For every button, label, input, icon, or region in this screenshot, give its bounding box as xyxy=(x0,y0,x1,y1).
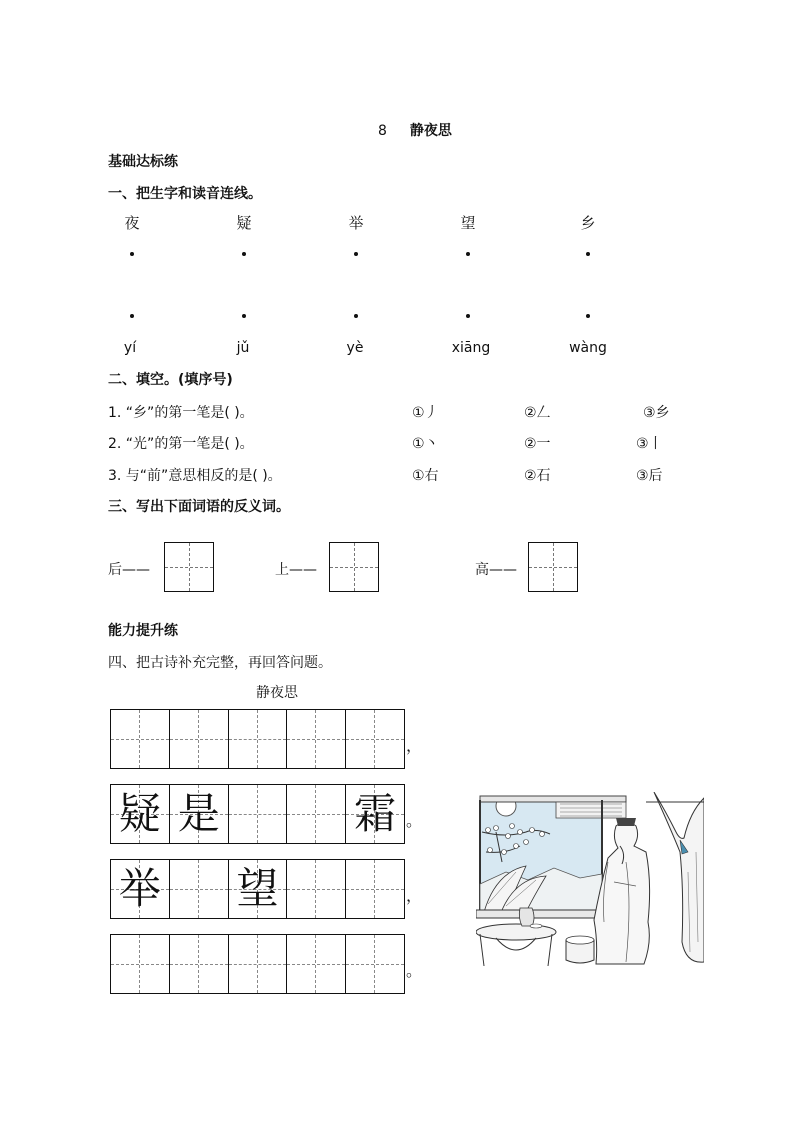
connect-dot[interactable] xyxy=(242,314,246,318)
poem-cell[interactable] xyxy=(170,860,229,918)
writing-box[interactable] xyxy=(528,542,578,592)
page-title xyxy=(378,120,452,140)
q2-option[interactable]: ②一 xyxy=(524,436,551,452)
q2-stem: 1. “乡”的第一笔是( )。 xyxy=(108,405,254,421)
poem-punct: ， xyxy=(406,736,423,755)
q2-option[interactable]: ③乡 xyxy=(643,405,670,421)
poet-at-window-illustration xyxy=(476,792,704,968)
poem-given-char: 举 xyxy=(118,864,161,913)
poem-cell[interactable] xyxy=(229,710,288,768)
poem-cell[interactable] xyxy=(229,935,288,993)
poem-row xyxy=(110,709,405,769)
poem-punct: 。 xyxy=(406,961,423,980)
writing-box[interactable] xyxy=(329,542,379,592)
pinyin-wang: wàng xyxy=(569,340,607,356)
connect-dot[interactable] xyxy=(354,314,358,318)
char-ju: 举 xyxy=(348,214,364,232)
poem-given-char: 望 xyxy=(236,864,279,913)
poem-given-char: 疑 xyxy=(118,789,161,838)
antonym-label-hou: 后—— xyxy=(108,562,150,578)
section-advanced-heading: 能力提升练 xyxy=(108,623,178,639)
char-ye: 夜 xyxy=(124,214,140,232)
q1-heading: 一、把生字和读音连线。 xyxy=(108,186,262,202)
antonym-label-shang: 上—— xyxy=(275,562,317,578)
pinyin-yi: yí xyxy=(123,340,137,356)
poem-cell[interactable] xyxy=(229,785,288,843)
connect-dot[interactable] xyxy=(466,314,470,318)
connect-dot[interactable] xyxy=(586,314,590,318)
poem-cell xyxy=(170,785,229,843)
char-xiang: 乡 xyxy=(580,214,596,232)
char-yi: 疑 xyxy=(236,214,252,232)
writing-box[interactable] xyxy=(164,542,214,592)
connect-dot[interactable] xyxy=(586,252,590,256)
poem-cell xyxy=(111,860,170,918)
poem-punct: 。 xyxy=(406,811,423,830)
poem-cell[interactable] xyxy=(111,710,170,768)
lesson-number: 8 xyxy=(378,123,387,139)
q4-heading: 四、把古诗补充完整，再回答问题。 xyxy=(108,655,332,671)
connect-dot[interactable] xyxy=(130,252,134,256)
connect-dot[interactable] xyxy=(130,314,134,318)
poem-cell[interactable] xyxy=(170,935,229,993)
q2-heading: 二、填空。(填序号) xyxy=(108,372,233,388)
poem-row xyxy=(110,934,405,994)
poem-cell[interactable] xyxy=(346,710,404,768)
poem-cell xyxy=(229,860,288,918)
poem-given-char: 是 xyxy=(177,789,220,838)
connect-dot[interactable] xyxy=(354,252,358,256)
q2-option[interactable]: ①丿 xyxy=(412,405,439,421)
poem-cell[interactable] xyxy=(287,860,346,918)
q2-option[interactable]: ③丨 xyxy=(636,436,663,452)
pinyin-xiang: xiāng xyxy=(451,340,491,356)
poem-row xyxy=(110,859,405,919)
connect-dot[interactable] xyxy=(466,252,470,256)
q2-option[interactable]: ②𠃋 xyxy=(524,405,551,421)
q2-stem: 3. 与“前”意思相反的是( )。 xyxy=(108,468,282,484)
poem-given-char: 霜 xyxy=(354,789,397,838)
lesson-title: 静夜思 xyxy=(409,123,452,139)
char-wang: 望 xyxy=(460,214,476,232)
poem-cell[interactable] xyxy=(346,860,404,918)
pinyin-ye: yè xyxy=(346,340,364,356)
poem-punct: ， xyxy=(406,886,423,905)
poem-cell xyxy=(346,785,404,843)
poem-cell[interactable] xyxy=(287,935,346,993)
section-basic-heading: 基础达标练 xyxy=(108,154,178,170)
poem-cell[interactable] xyxy=(287,785,346,843)
q2-option[interactable]: ②石 xyxy=(524,468,551,484)
poem-title: 静夜思 xyxy=(256,685,298,701)
connect-dot[interactable] xyxy=(242,252,246,256)
q2-option[interactable]: ③后 xyxy=(636,468,663,484)
poem-cell[interactable] xyxy=(170,710,229,768)
q3-heading: 三、写出下面词语的反义词。 xyxy=(108,499,290,515)
poem-cell[interactable] xyxy=(287,710,346,768)
q2-stem: 2. “光”的第一笔是( )。 xyxy=(108,436,254,452)
q2-option[interactable]: ①丶 xyxy=(412,436,439,452)
pinyin-ju: jǔ xyxy=(236,340,250,356)
poem-cell[interactable] xyxy=(111,935,170,993)
antonym-label-gao: 高—— xyxy=(475,562,517,578)
poem-cell[interactable] xyxy=(346,935,404,993)
poem-row xyxy=(110,784,405,844)
q2-option[interactable]: ①右 xyxy=(412,468,439,484)
poem-cell xyxy=(111,785,170,843)
